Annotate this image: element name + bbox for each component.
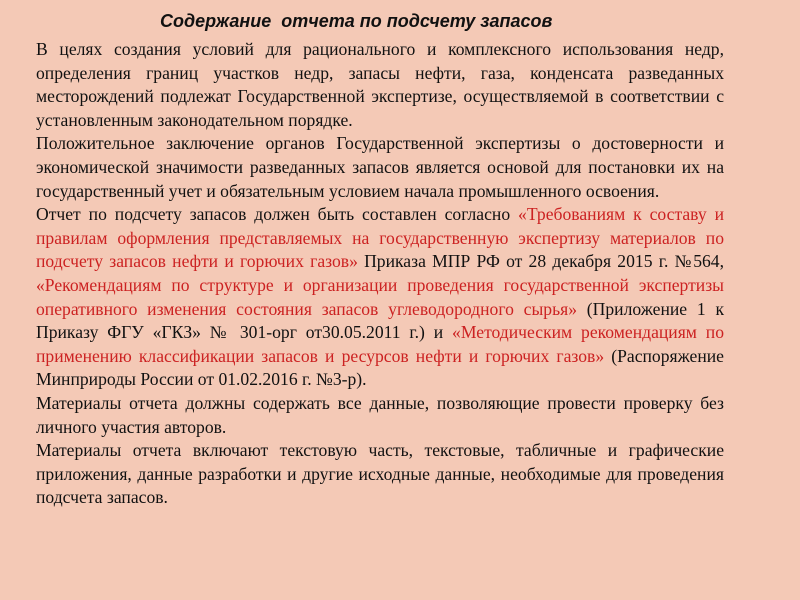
slide-body bbox=[36, 38, 724, 510]
appendix-reference: (Приложение 1 к Приказу ФГУ «ГКЗ» № 301-орг от30.05.2011 г.) и bbox=[36, 298, 725, 343]
order-reference: Приказа МПР РФ от 28 декабря 2015 г. №564, bbox=[357, 251, 724, 272]
paragraph-report-requirements bbox=[36, 203, 724, 392]
methodical-recommendations-link: «Методическим рекомендациям по применению классификации запасов и ресурсов нефти и горючих газов» bbox=[36, 322, 724, 366]
paragraph-expertise: В целях создания условий для рационального и комплексного использования недр, определения границ участков недр, запасы нефти, газа, конденсата разведанных месторождений подлежат Государственной экспертизе, осуществляемой в соответствии с установленным законодательном порядке. bbox=[36, 39, 724, 130]
report-requirements-intro: Отчет по подсчету запасов должен быть составлен согласно bbox=[36, 204, 519, 225]
recommendations-document-link: «Рекомендациям по структуре и организации проведения государственной экспертизы оперативного изменения состояния запасов углеводородного сырья» bbox=[36, 274, 724, 319]
directive-reference: (Распоряжение Минприроды России от 01.02.2016 г. №3-р). bbox=[36, 345, 724, 390]
requirements-document-link: «Требованиям к составу и правилам оформления представляемых на государственную экспертизу материалов по подсчету запасов нефти и горючих газов» bbox=[36, 204, 724, 272]
paragraph-report-contents: Материалы отчета включают текстовую часть, текстовые, табличные и графические приложения, данные разработки и другие исходные данные, необходимые для проведения подсчета запасов. bbox=[36, 440, 724, 508]
paragraph-positive-conclusion: Положительное заключение органов Государственной экспертизы о достоверности и экономической значимости разведанных запасов является основой для постановки их на государственный учет и обязательным условием начала промышленного освоения. bbox=[36, 133, 724, 201]
slide-title: Содержание отчета по подсчету запасов bbox=[160, 11, 553, 31]
paragraph-report-materials: Материалы отчета должны содержать все данные, позволяющие провести проверку без личного участия авторов. bbox=[36, 392, 724, 437]
